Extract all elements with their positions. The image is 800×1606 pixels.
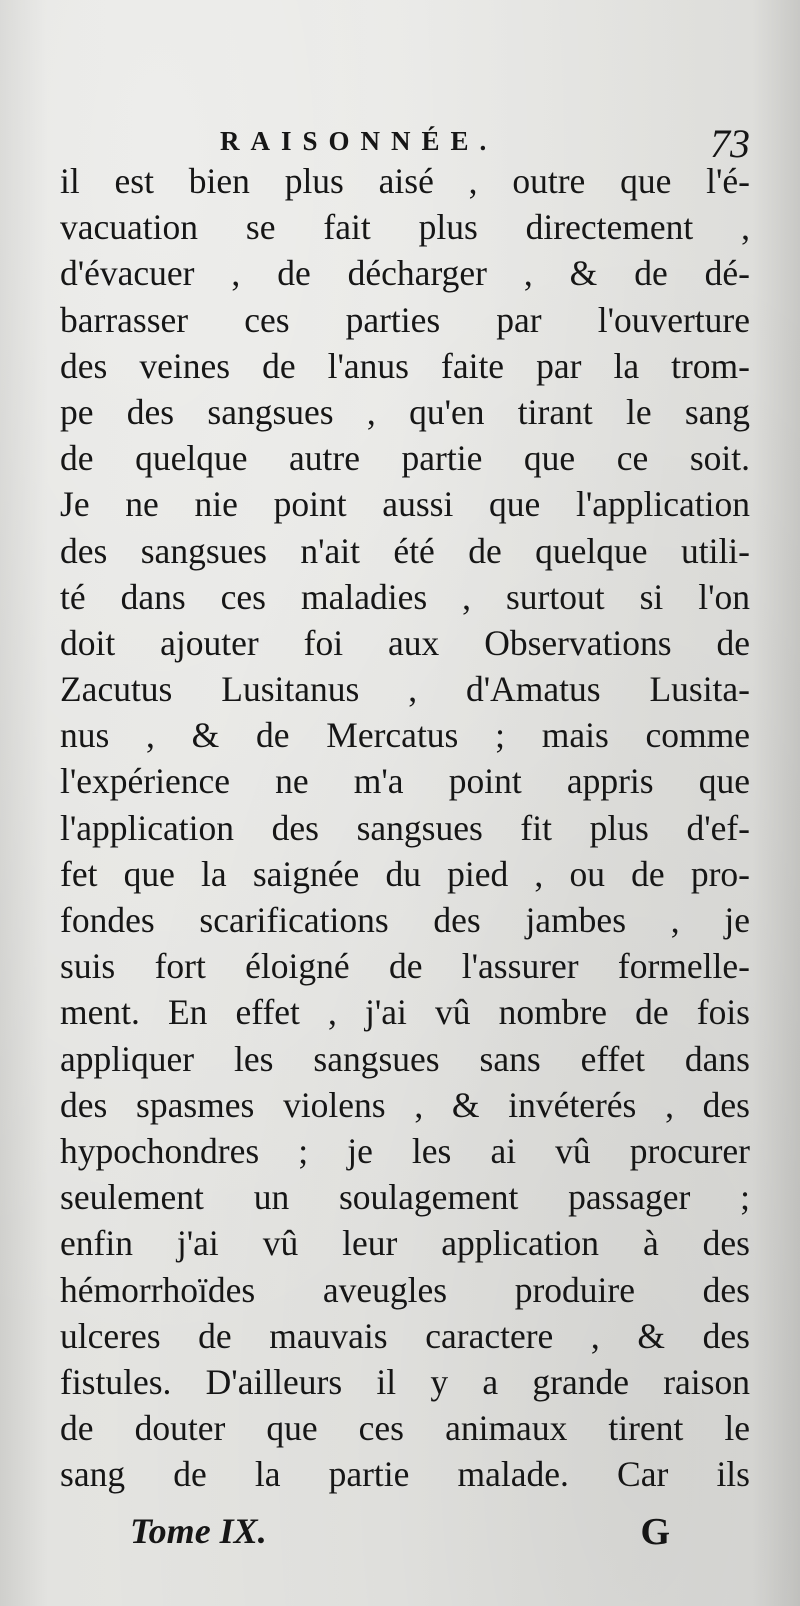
text-line: té dans ces maladies , surtout si l'on [60, 576, 750, 617]
text-line: ulceres de mauvais caractere , & des [60, 1315, 750, 1356]
text-line: hypochondres ; je les ai vû procurer [60, 1130, 750, 1171]
text-line: seulement un soulagement passager ; [60, 1177, 750, 1218]
text-line: pe des sangsues , qu'en tirant le sang [60, 391, 750, 432]
text-line: l'expérience ne m'a point appris que [60, 761, 750, 802]
text-line: appliquer les sangsues sans effet dans [60, 1038, 750, 1079]
volume-mark: Tome IX. [130, 1511, 267, 1551]
text-line: nus , & de Mercatus ; mais comme [60, 715, 750, 756]
text-line: Zacutus Lusitanus , d'Amatus Lusita- [60, 669, 750, 710]
text-line: des spasmes violens , & invéterés , des [60, 1084, 750, 1125]
text-line: vacuation se fait plus directement , [60, 207, 750, 248]
text-line: doit ajouter foi aux Observations de [60, 622, 750, 663]
text-line: il est bien plus aisé , outre que l'é- [60, 161, 750, 201]
text-line: des sangsues n'ait été de quelque utili- [60, 530, 750, 571]
text-line: fondes scarifications des jambes , je [60, 900, 750, 940]
text-line: suis fort éloigné de l'assurer formelle- [60, 946, 750, 987]
text-line: hémorrhoïdes aveugles produire des [60, 1269, 750, 1310]
text-line: barrasser ces parties par l'ouverture [60, 299, 750, 340]
text-line: fistules. D'ailleurs il y a grande raison [60, 1361, 750, 1402]
page-footer [130, 1510, 670, 1560]
text-line: enfin j'ai vû leur application à des [60, 1223, 750, 1264]
text-line: d'évacuer , de décharger , & de dé- [60, 253, 750, 294]
running-title: RAISONNÉE. [220, 126, 498, 156]
text-line: l'application des sangsues fit plus d'ef- [60, 807, 750, 848]
text-line: ment. En effet , j'ai vû nombre de fois [60, 992, 750, 1033]
body-text [60, 158, 750, 1497]
signature-mark: G [640, 1511, 670, 1553]
text-line: de quelque autre partie que ce soit. [60, 438, 750, 479]
text-line: fet que la saignée du pied , ou de pro- [60, 853, 750, 894]
text-line: sang de la partie malade. Car ils [60, 1454, 750, 1495]
text-line: Je ne nie point aussi que l'application [60, 484, 750, 525]
text-line: des veines de l'anus faite par la trom- [60, 345, 750, 386]
page-number: 73 [710, 121, 750, 166]
text-line: de douter que ces animaux tirent le [60, 1408, 750, 1449]
